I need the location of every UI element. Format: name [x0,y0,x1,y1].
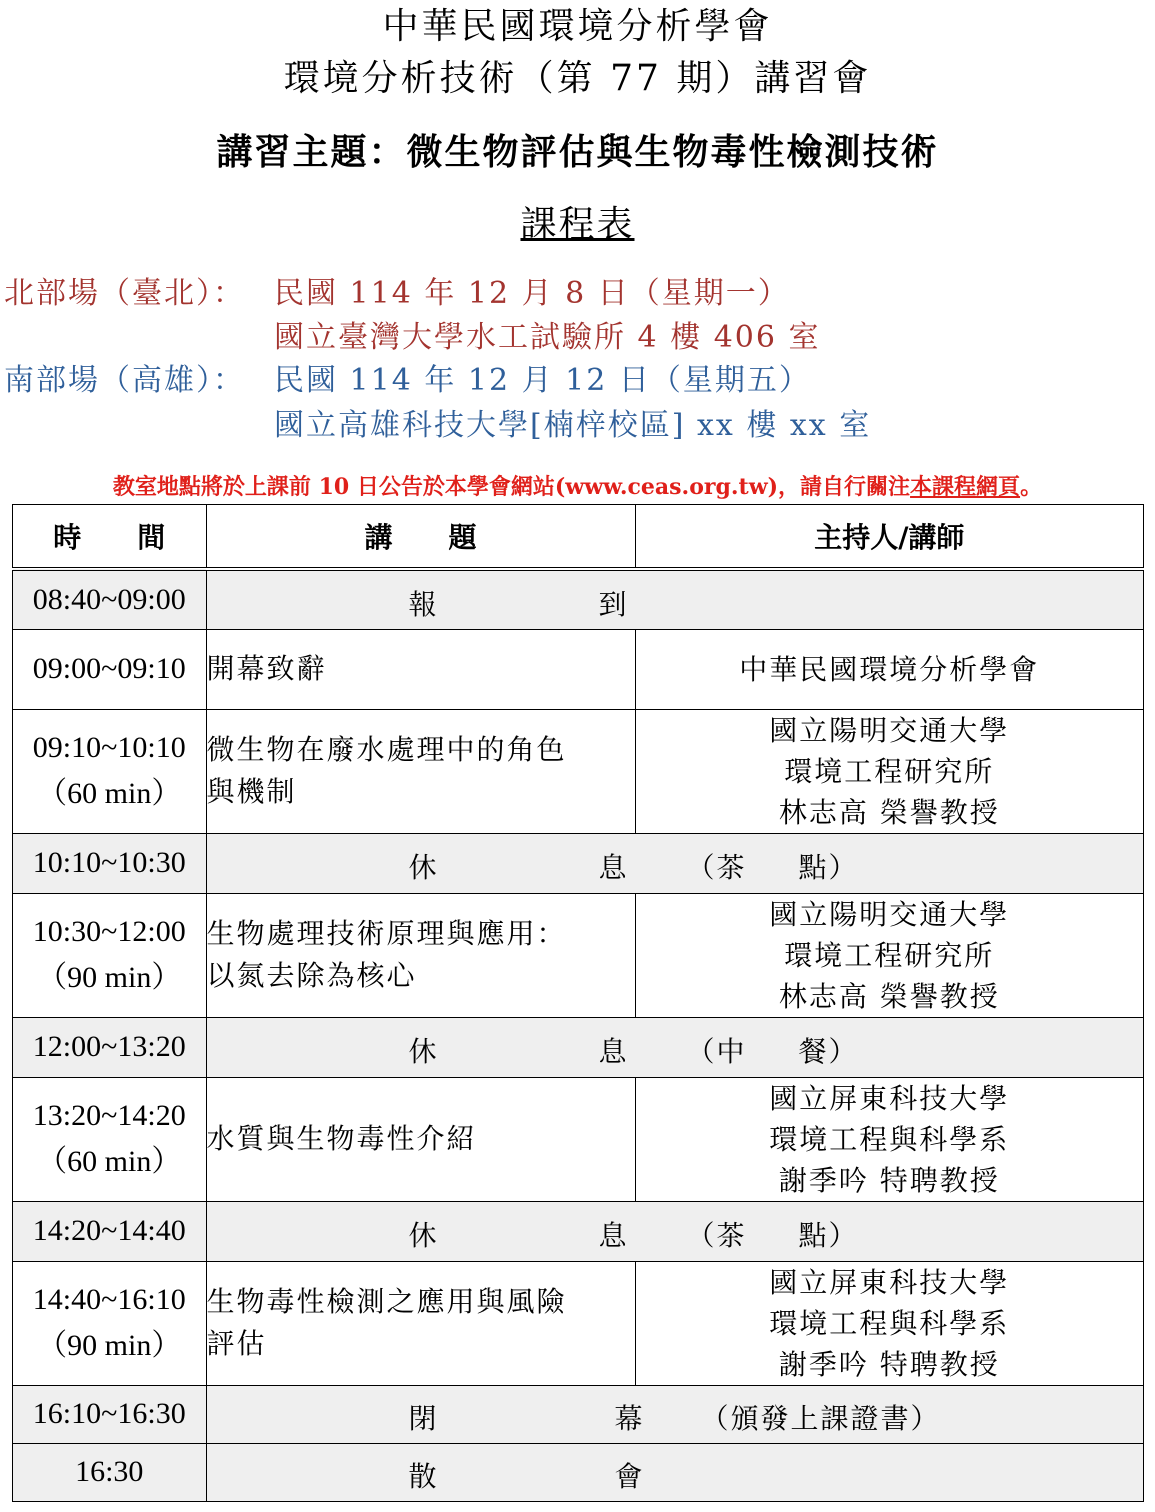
speaker-name: 林志高 榮譽教授 [778,795,1000,829]
time-range: 09:10~10:10 [32,731,186,764]
time-duration: （90 min） [37,961,182,994]
venue-south-date: 民國 114 年 12 月 12 日（星期五） [274,363,811,398]
row-topic [206,1077,635,1201]
row-time: 12:00~13:20 [13,1017,207,1077]
event-char: 散 [408,1459,439,1493]
schedule-heading: 課程表 [520,204,635,245]
header-speaker: 主持人/講師 [635,505,1143,570]
event-char: 息 [598,1034,629,1068]
table-header-row [13,505,1144,570]
speaker-name: 謝季吟 特聘教授 [778,1163,1000,1197]
event-note-end: 點） [798,850,859,884]
speaker-department: 環境工程研究所 [784,754,995,788]
table-row [13,1077,1144,1201]
topic-line: 微生物在廢水處理中的角色 [206,733,567,766]
table-row [13,1201,1144,1261]
header-topic: 講 題 [206,505,635,570]
row-speaker [635,709,1143,833]
topic-line: 水質與生物毒性介紹 [206,1122,477,1155]
venue-south-label: 南部場（高雄）： [4,363,245,398]
classroom-notice [0,470,1155,504]
speaker-affiliation: 國立屏東科技大學 [769,1081,1010,1115]
topic-line: 與機制 [206,775,297,808]
speaker-department: 環境工程與科學系 [769,1306,1010,1340]
row-event [206,1201,1144,1261]
row-time [13,1261,207,1385]
speaker-department: 環境工程研究所 [784,938,995,972]
row-time: 08:40~09:00 [13,569,207,629]
speaker-department: 環境工程與科學系 [769,1122,1010,1156]
row-topic: 開幕致辭 [206,629,635,709]
row-speaker [635,893,1143,1017]
table-row [13,629,1144,709]
event-note-start: （茶 [686,850,747,884]
time-range: 13:20~14:20 [32,1099,186,1132]
time-range: 14:40~16:10 [32,1283,186,1316]
row-topic [206,1261,635,1385]
topic-line: 評估 [206,1327,267,1360]
venue-south-location: 國立高雄科技大學[楠梓校區] xx 樓 xx 室 [274,408,872,443]
event-note: （頒發上課證書） [700,1401,941,1435]
topic-line: 生物處理技術原理與應用： [206,917,567,950]
event-char: 幕 [614,1401,645,1435]
organization-title: 中華民國環境分析學會 [382,6,773,47]
schedule-table [12,504,1144,1502]
row-speaker [635,1261,1143,1385]
time-duration: （90 min） [37,1329,182,1362]
row-event [206,1017,1144,1077]
row-event [206,833,1144,893]
event-char: 休 [408,850,439,884]
time-duration: （60 min） [37,777,182,810]
speaker-name: 林志高 榮譽教授 [778,979,1000,1013]
row-event [206,1443,1144,1501]
speaker-affiliation: 國立屏東科技大學 [769,1265,1010,1299]
row-time [13,1077,207,1201]
event-char: 休 [408,1034,439,1068]
event-note-start: （茶 [686,1218,747,1252]
event-char: 休 [408,1218,439,1252]
row-time [13,709,207,833]
time-duration: （60 min） [37,1145,182,1178]
row-time [13,893,207,1017]
event-note-end: 點） [798,1218,859,1252]
row-time: 14:20~14:40 [13,1201,207,1261]
table-row [13,1443,1144,1501]
header-time: 時 間 [13,505,207,570]
speaker-affiliation: 國立陽明交通大學 [769,897,1010,931]
course-page-link[interactable]: 本課程網頁 [910,474,1021,500]
table-row [13,833,1144,893]
table-row [13,1385,1144,1443]
event-char: 報 [408,588,439,621]
row-topic [206,709,635,833]
table-row [13,1017,1144,1077]
row-event [206,569,1144,629]
event-note-start: （中 [686,1034,747,1068]
table-row [13,893,1144,1017]
row-time: 09:00~09:10 [13,629,207,709]
table-row [13,569,1144,629]
table-row [13,1261,1144,1385]
venue-north [4,272,790,316]
event-char: 閉 [408,1401,439,1435]
row-topic [206,893,635,1017]
time-range: 10:30~12:00 [32,915,186,948]
speaker-affiliation: 國立陽明交通大學 [769,713,1010,747]
event-char: 息 [598,850,629,884]
event-char: 到 [598,588,629,621]
topic-line: 生物毒性檢測之應用與風險 [206,1285,567,1318]
venue-south [4,359,811,403]
row-time: 16:10~16:30 [13,1385,207,1443]
session-title: 環境分析技術（第 77 期）講習會 [283,58,872,99]
venue-north-date: 民國 114 年 12 月 8 日（星期一） [274,276,790,311]
notice-text: 教室地點將於上課前 10 日公告於本學會網站(www.ceas.org.tw)，請自行關注 [112,474,911,500]
venue-north-label: 北部場（臺北）： [4,276,245,311]
venue-north-location: 國立臺灣大學水工試驗所 4 樓 406 室 [274,320,821,355]
event-char: 會 [614,1459,645,1493]
row-speaker [635,1077,1143,1201]
notice-end: 。 [1020,474,1043,500]
event-note-end: 餐） [798,1034,859,1068]
table-row [13,709,1144,833]
row-speaker: 中華民國環境分析學會 [635,629,1143,709]
topic-line: 以氮去除為核心 [206,959,417,992]
row-time: 16:30 [13,1443,207,1501]
speaker-name: 謝季吟 特聘教授 [778,1347,1000,1381]
row-time: 10:10~10:30 [13,833,207,893]
event-char: 息 [598,1218,629,1252]
row-event [206,1385,1144,1443]
topic-title: 講習主題：微生物評估與生物毒性檢測技術 [216,131,939,173]
